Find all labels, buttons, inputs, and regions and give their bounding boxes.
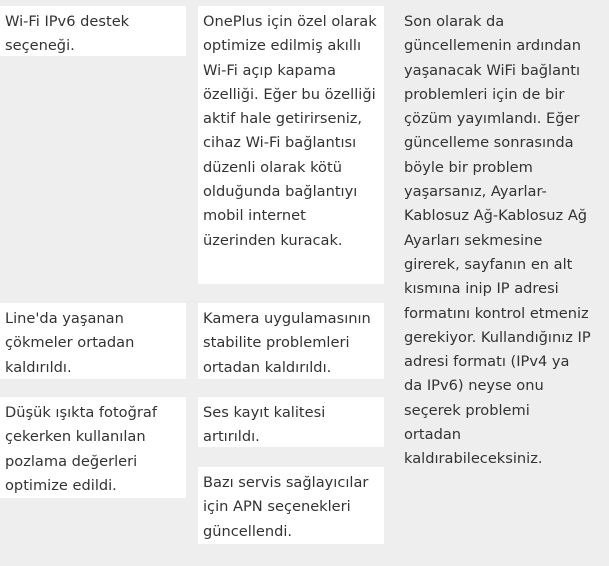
column-right (392, 0, 609, 566)
table-cell-line-crash-fix: Line'da yaşanan çökmeler ortadan kaldırıldı. (0, 303, 186, 379)
table-cell-camera-stability: Kamera uygulamasının stabilite problemleri ortadan kaldırıldı. (198, 303, 384, 379)
table-cell-low-light-exposure: Düşük ışıkta fotoğraf çekerken kullanılan pozlama değerleri optimize edildi. (0, 397, 186, 498)
table-cell-wifi-fix-instructions: Son olarak da güncellemenin ardından yaşanacak WiFi bağlantı problemleri için de bir çözüm yayımlandı. Eğer güncelleme sonrasında böyle bir problem yaşarsanız, Ayarlar-Kablosuz Ağ-Kablosuz Ağ Ayarları sekmesine girerek, sayfanın en alt kısmına inip IP adresi formatını kontrol etmeniz gerekiyor. Kullandığınız IP adresi formatı (IPv4 ya da IPv6) neyse onu seçerek problemi ortadan kaldırabileceksiniz. (398, 6, 596, 560)
table-cell-audio-recording: Ses kayıt kalitesi artırıldı. (198, 397, 384, 447)
table-cell-smart-wifi: OnePlus için özel olarak optimize edilmiş akıllı Wi-Fi açıp kapama özelliği. Eğer bu özelliği aktif hale getirirseniz, cihaz Wi-Fi bağlantısı düzenli olarak kötü olduğunda bağlantıyı mobil internet üzerinden kuracak. (198, 6, 384, 284)
column-left (0, 0, 192, 566)
column-middle (192, 0, 392, 566)
table-cell-apn-settings: Bazı servis sağlayıcılar için APN seçenekleri güncellendi. (198, 467, 384, 544)
table-cell-ipv6-support: Wi-Fi IPv6 destek seçeneği. (0, 6, 186, 56)
